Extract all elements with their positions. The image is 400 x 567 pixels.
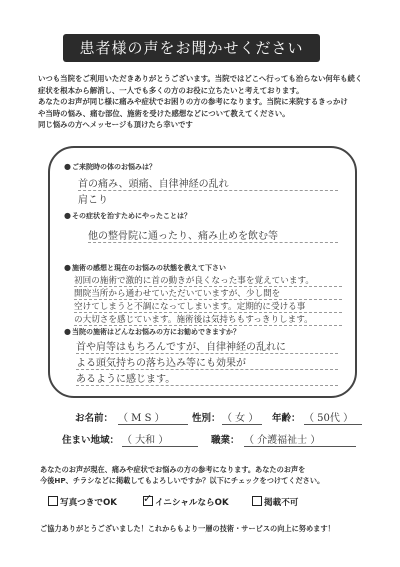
thanks-message: ご協力ありがとうございました！これからもより一層の技術・サービスの向上に努めます！: [40, 524, 335, 533]
outro-line: あなたのお声が現在、痛みや症状でお悩みの方の参考になります。あなたのお声を: [40, 465, 306, 474]
consent-initials-option[interactable]: ✓ イニシャルならOK: [143, 496, 229, 508]
intro-line: いつも当院をご利用いただきありがとうございます。当院ではどこへ行っても治らない何年も続く: [38, 74, 363, 83]
age-label: 年齢：: [272, 413, 301, 424]
name-value: （ M S ）: [118, 409, 188, 425]
age-value: （ 50代 ）: [304, 409, 362, 425]
bullet-icon: ●: [64, 263, 71, 272]
checkbox-icon[interactable]: [48, 496, 58, 506]
area-value: （ 大和 ）: [122, 431, 198, 447]
outro-line: 今後HP、チラシなどに掲載してもよろしいですか？以下にチェックをつけてください。: [40, 476, 325, 485]
question-4-answer-line: あるように感じます。: [76, 370, 338, 386]
consent-photo-option[interactable]: 写真つきでOK: [48, 496, 117, 508]
intro-text: [38, 73, 373, 131]
question-1-answer-line: 肩こり: [78, 195, 108, 206]
intro-line: あなたのお声が同じ様に痛みや症状でお困りの方の参考になります。当院に来院するきっかけ: [38, 97, 348, 107]
name-label: お名前：: [75, 413, 114, 424]
question-2-answer-line: 他の整骨院に通ったり、痛み止めを飲む等: [88, 227, 338, 243]
question-4-answer-line: よる頭気持ちの落ち込み等にも効果が: [76, 354, 338, 370]
area-label: 住まい地域：: [62, 435, 120, 446]
gender-label: 性別：: [192, 413, 221, 424]
question-3-answer-line: 空けてしまうと不調になってしまいます。定期的に受ける事: [74, 300, 342, 313]
outro-text: [40, 464, 370, 486]
job-value: （ 介護福祉士 ）: [244, 431, 356, 447]
question-1-answer-line: 首の痛み、頭痛、自律神経の乱れ: [78, 175, 338, 191]
checked-checkbox-icon[interactable]: [143, 496, 153, 506]
question-4-label: ●当院の施術はどんなお悩みの方にお勧めできますか？: [64, 327, 240, 336]
bullet-icon: ●: [64, 211, 71, 220]
question-3-answer-line: 開院当所から通わせていただいていますが、少し間を: [74, 287, 342, 300]
bullet-icon: ●: [64, 162, 71, 171]
checkbox-icon[interactable]: [252, 496, 262, 506]
intro-line: 症状を根本から解消し、一人でも多くの方のお役に立ちたいと考えております。: [38, 85, 304, 95]
bullet-icon: ●: [64, 327, 71, 336]
question-3-answer-line: の大切さを感じています。施術後は気持ちもすっきりします。: [74, 313, 342, 326]
job-label: 職業：: [211, 435, 240, 446]
question-3-answer-line: 初回の施術で激的に首の動きが良くなった事を覚えています。: [74, 274, 342, 287]
question-3-label: ●施術の感想と現在のお悩みの状態を教えて下さい: [64, 263, 226, 272]
form-title: 患者様の声をお聞かせください: [63, 34, 320, 62]
question-2-label: ●その症状を治すためにやったことは？: [64, 211, 191, 220]
question-1-label: ●ご来院時の体のお悩みは？: [64, 162, 156, 171]
intro-line: 同じ悩みの方へメッセージも頂けたら幸いです: [38, 120, 193, 130]
consent-decline-option[interactable]: 掲載不可: [252, 496, 298, 508]
question-4-answer-line: 首や肩等はもちろんですが、自律神経の乱れに: [76, 338, 338, 354]
intro-line: や当時の悩み、痛む部位、施術を受けた感想などについて教えてください。: [38, 108, 290, 118]
gender-value: （ 女 ）: [222, 409, 262, 425]
